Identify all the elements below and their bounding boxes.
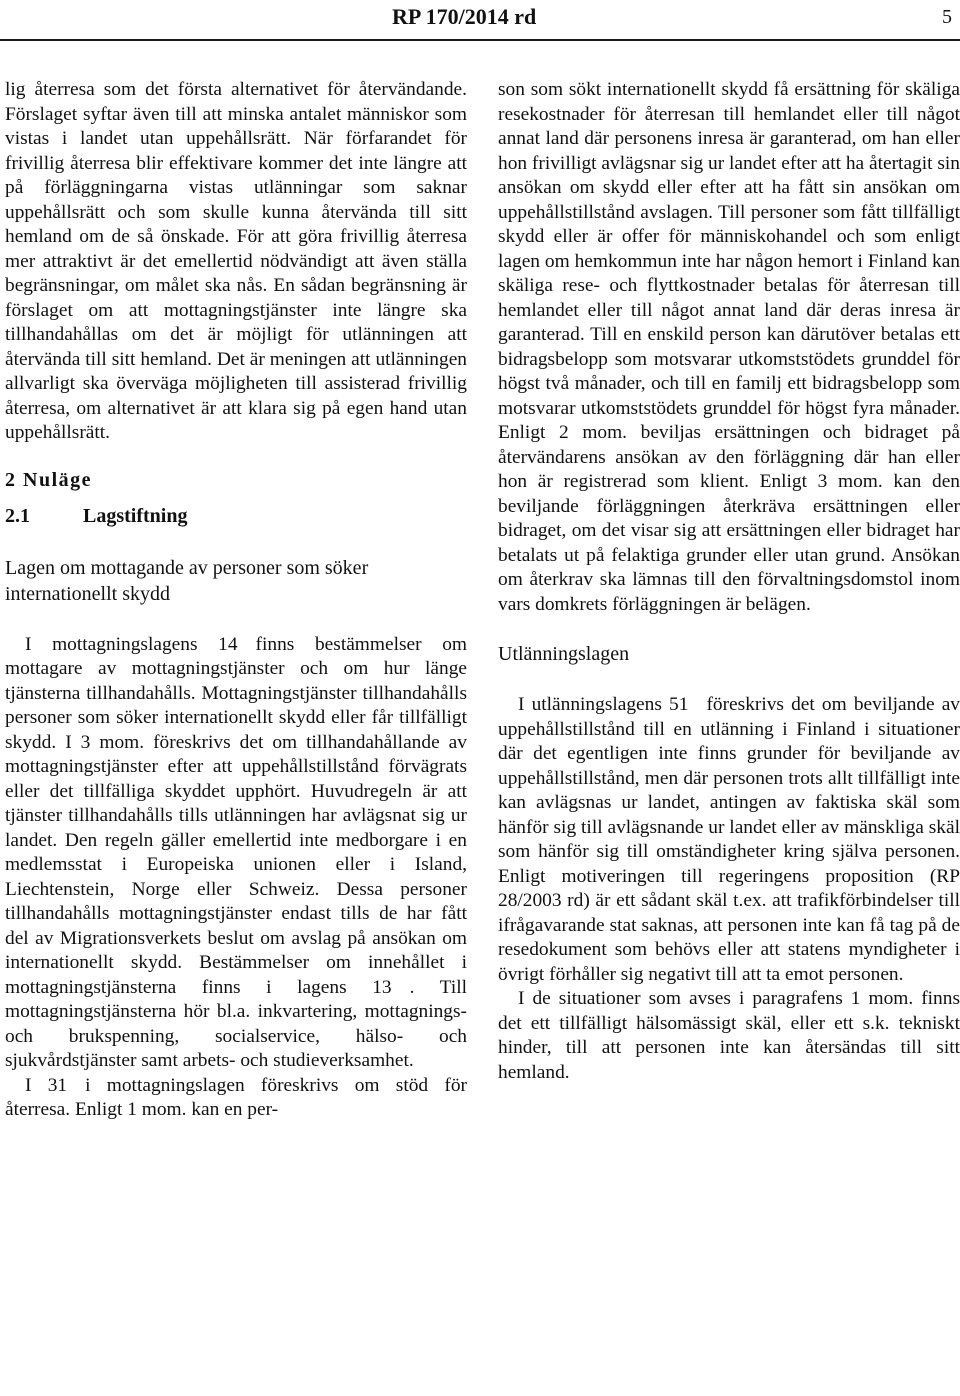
left-column [5, 78, 467, 1123]
paragraph-text: I 31 [25, 1074, 68, 1096]
right-column [498, 78, 960, 1085]
paragraph [5, 633, 467, 1074]
paragraph-text: föreskrivs det om beviljande av uppehållstillstånd till en utlänning i Finland i situationer där det egentligen inte finns grunder för beviljande av uppehållstillstånd, men där personen trots allt tillfälligt inte kan avlägsnas ur landet, antingen av faktiska skäl som hänför sig till avlägsnande ur landet eller av mänskliga skäl som hänför sig till omständigheter kring själva personen. Enligt motiveringen till regeringens proposition (RP 28/2003 rd) är ett sådant skäl t.ex. att trafikförbindelser till ifrågavarande stat saknas, att personen inte kan få tag på de resedokument som behövs eller att statens myndigheter i övrigt förhåller sig negativt till att ta emot personen. [498, 694, 960, 985]
section-heading: 2 Nuläge [5, 468, 92, 491]
topic-heading: Lagen om mottagande av personer som söker internationellt skydd [5, 556, 369, 605]
subsection-heading [5, 504, 467, 529]
topic-heading: Utlänningslagen [498, 643, 630, 665]
paragraph [5, 1074, 467, 1123]
page-number: 5 [942, 6, 952, 28]
paragraph: I de situationer som avses i paragrafens 1 mom. finns det ett tillfälligt hälsomässigt skäl, eller ett s.k. tekniskt hinder, till att personen inte kan återsändas till sitt hemland. [498, 988, 960, 1083]
subsection-number: 2.1 [5, 505, 30, 527]
paragraph: son som sökt internationellt skydd få ersättning för skäliga resekostnader för återresan till hemlandet eller till något annat land där personens inresa är garanterad, om han eller hon frivilligt avlägsnar sig ur landet efter att ha återtagit sin ansökan om skydd eller efter att ha fått sin ansökan om uppehållstillstånd avslagen. Till personer som fått tillfälligt skydd eller är offer för människohandel och som enligt lagen om hemkommun inte har någon hemort i Finland kan skäliga rese- och flyttkostnader betalas för återresan till hemlandet eller till något annat land där deras inresa är garanterad. Till en enskild person kan därutöver betalas ett bidragsbelopp som motsvarar utkomststödets grunddel för högst två månader, och till en familj ett bidragsbelopp som motsvarar utkomststödets grunddel för högst fyra månader. Enligt 2 mom. beviljas ersättningen och bidraget på återvändarens ansökan av den förläggning där han eller hon är registrerad som klient. Enligt 3 mom. kan den beviljande förläggningen återkräva ersättningen eller bidraget, om det visar sig att ersättningen eller bidraget har betalats ut på felaktiga grunder eller utan grund. Ansökan om återkrav ska lämnas till den förvaltningsdomstol inom vars domkrets förläggningen är belägen. [498, 79, 960, 615]
subsection-title: Lagstiftning [83, 505, 188, 527]
header-divider [0, 39, 960, 41]
paragraph-text: . Till mottagningstjänsterna hör bl.a. inkvartering, mottagnings- och brukspenning, socialservice, hälso- och sjukvårdstjänster samt arbets- och studieverksamhet. [5, 976, 467, 1071]
paragraph-text: I mottagningslagens 14 [25, 633, 238, 655]
paragraph-text: I utlänningslagens 51 [518, 694, 689, 715]
page-header [0, 0, 960, 46]
paragraph-text: i mottagningslagen föreskrivs om stöd för återresa. Enligt 1 mom. kan en per- [5, 1074, 467, 1120]
paragraph-text: finns bestämmelser om mottagare av mottagningstjänster och om hur länge tjänsterna tillhandahålls. Mottagningstjänster tillhandahålls personer som söker internationellt skydd eller får tillfälligt skydd. I 3 mom. föreskrivs det om tillhandahållande av mottagningstjänster efter att uppehållstillstånd förvägrats eller det tillfälliga skyddet upphört. Huvudregeln är att tjänster tillhandahålls tills utlänningen har avlägsnat sig ur landet. Den regeln gäller emellertid inte medborgare i en medlemsstat i Europeiska unionen eller i Island, Liechtenstein, Norge eller Schweiz. Dessa personer tillhandahålls mottagningstjänster endast tills de har fått del av Migrationsverkets beslut om avslag på ansökan om internationellt skydd. Bestämmelser om innehållet i mottagningstjänsterna finns i lagens 13 [5, 633, 467, 998]
paragraph [498, 693, 960, 987]
document-title: RP 170/2014 rd [392, 4, 537, 29]
paragraph: lig återresa som det första alternativet för återvändande. Förslaget syftar även till att minska antalet människor som vistas i landet utan uppehållsrätt. När förfarandet för frivillig återresa blir effektivare kommer det inte längre att på förläggningarna vistas utlänningar som saknar uppehållsrätt och som skulle kunna återvända till sitt hemland om de så önskade. För att göra frivillig återresa mer attraktivt är det emellertid nödvändigt att även ställa begränsningar, om målet ska nås. En sådan begränsning är förslaget om att mottagningstjänster inte längre ska tillhandahållas om det är möjligt för utlänningen att återvända till sitt hemland. Det är meningen att utlänningen allvarligt ska överväga möjligheten till assisterad frivillig återresa, om alternativet är att klara sig på egen hand utan uppehållsrätt. [5, 79, 467, 443]
